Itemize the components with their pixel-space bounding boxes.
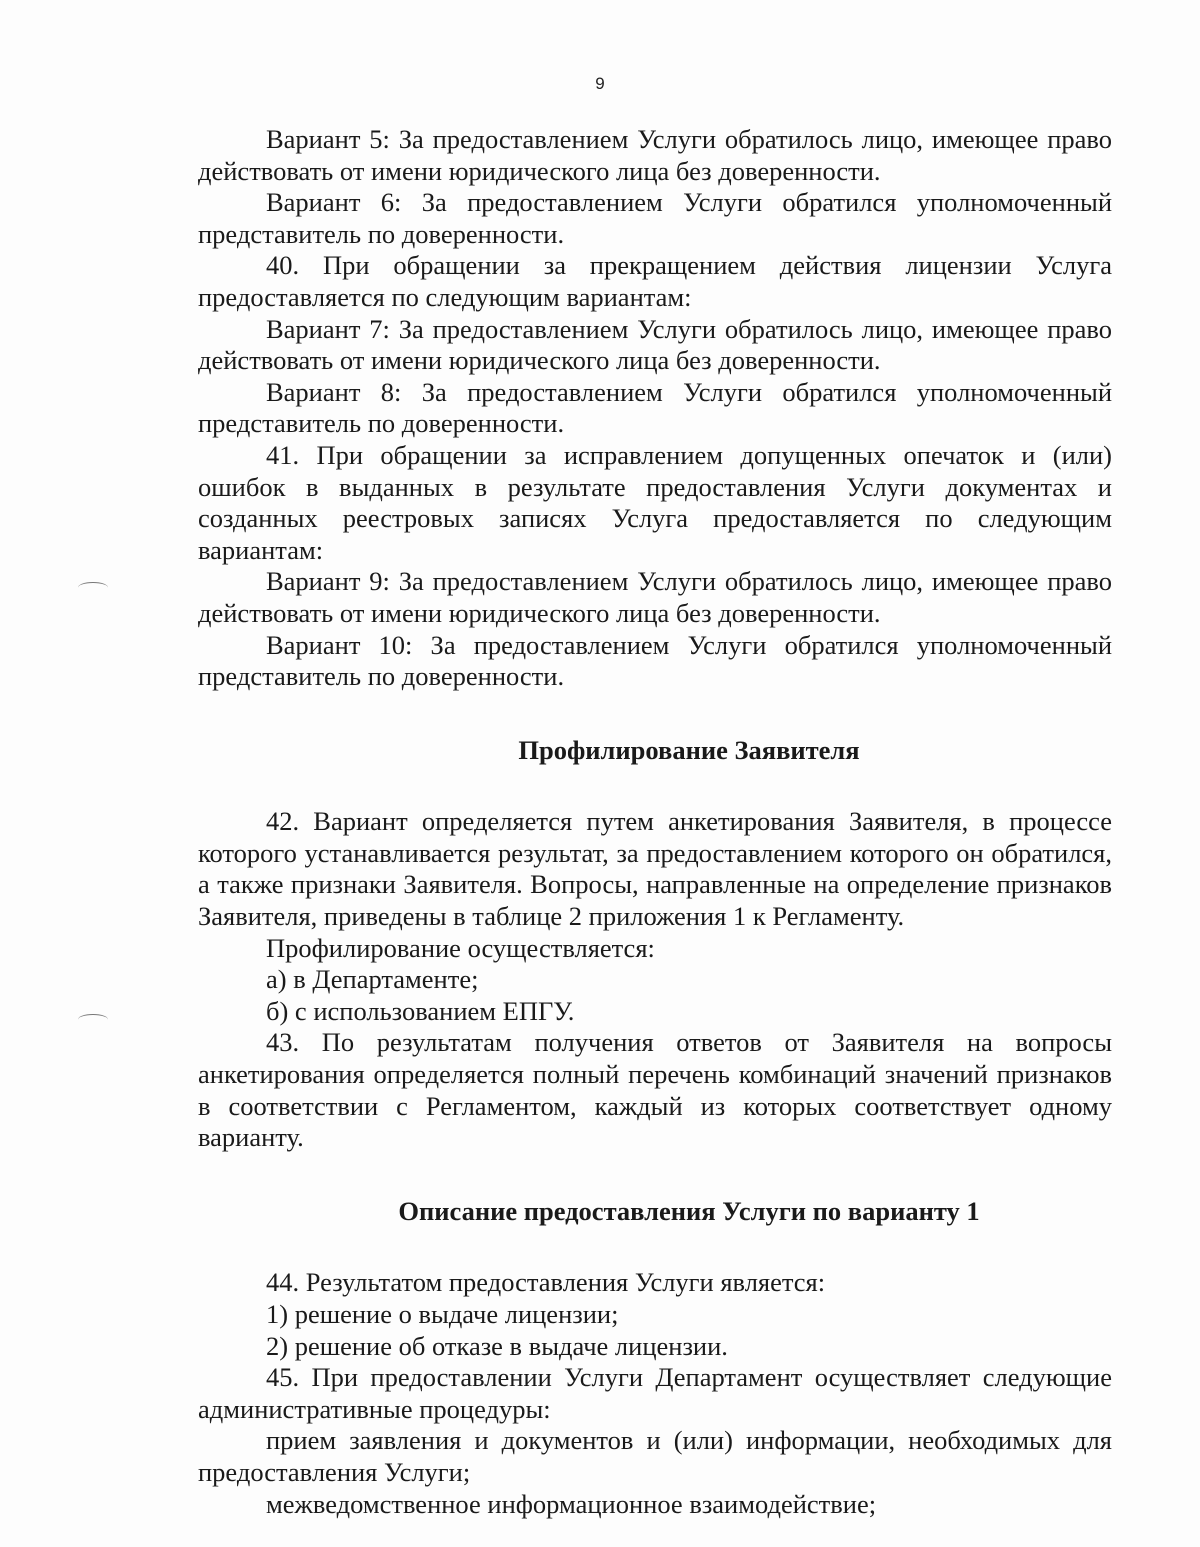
document-body bbox=[198, 124, 1112, 1520]
scan-artifact-mark bbox=[78, 1014, 108, 1025]
list-item-a: а) в Департаменте; bbox=[266, 964, 479, 995]
list-item-2: 2) решение об отказе в выдаче лицензии. bbox=[266, 1330, 728, 1361]
spacer bbox=[198, 766, 1112, 806]
list-item-b: б) с использованием ЕПГУ. bbox=[266, 995, 575, 1026]
paragraph-variant-8: Вариант 8: За предоставлением Услуги обратился уполномоченный представитель по доверенности. bbox=[198, 376, 1112, 439]
paragraph-variant-6: Вариант 6: За предоставлением Услуги обратился уполномоченный представитель по доверенности. bbox=[198, 187, 1112, 249]
procedure-item-reception: прием заявления и документов и (или) информации, необходимых для предоставления Услуги; bbox=[198, 1425, 1112, 1487]
spacer bbox=[198, 693, 1112, 735]
paragraph-variant-7: Вариант 7: За предоставлением Услуги обратилось лицо, имеющее право действовать от имени юридического лица без доверенности. bbox=[198, 313, 1112, 376]
procedure-item-interagency: межведомственное информационное взаимодействие; bbox=[266, 1488, 877, 1519]
paragraph-44: 44. Результатом предоставления Услуги является: bbox=[266, 1267, 826, 1298]
paragraph-40: 40. При обращении за прекращением действия лицензии Услуга предоставляется по следующим вариантам: bbox=[198, 250, 1112, 312]
paragraph-profiling-intro: Профилирование осуществляется: bbox=[266, 932, 655, 963]
paragraph-variant-10: Вариант 10: За предоставлением Услуги обратился уполномоченный представитель по доверенности. bbox=[198, 629, 1112, 692]
scan-artifact-mark bbox=[78, 582, 108, 593]
paragraph-43: 43. По результатам получения ответов от Заявителя на вопросы анкетирования определяется полный перечень комбинаций значений признаков в соответствии с Регламентом, каждый из которых соответствует одному варианту. bbox=[198, 1027, 1112, 1153]
section-heading-profiling: Профилирование Заявителя bbox=[518, 734, 860, 765]
paragraph-41: 41. При обращении за исправлением допущенных опечаток и (или) ошибок в выданных в результате предоставления Услуги документах и созданных реестровых записях Услуга предоставляется по следующим вариантам: bbox=[198, 439, 1112, 565]
paragraph-42: 42. Вариант определяется путем анкетирования Заявителя, в процессе которого устанавливается результат, за предоставлением которого он обратился, а также признаки Заявителя. Вопросы, направленные на определение признаков Заявителя, приведены в таблице 2 приложения 1 к Регламенту. bbox=[198, 806, 1112, 932]
paragraph-45: 45. При предоставлении Услуги Департамент осуществляет следующие административные процедуры: bbox=[198, 1362, 1112, 1424]
page-number: 9 bbox=[595, 74, 605, 93]
paragraph-variant-5: Вариант 5: За предоставлением Услуги обратилось лицо, имеющее право действовать от имени юридического лица без доверенности. bbox=[198, 124, 1112, 186]
list-item-1: 1) решение о выдаче лицензии; bbox=[266, 1299, 619, 1329]
section-heading-variant-1: Описание предоставления Услуги по варианту 1 bbox=[398, 1195, 980, 1226]
spacer bbox=[198, 1154, 1112, 1196]
paragraph-variant-9: Вариант 9: За предоставлением Услуги обратилось лицо, имеющее право действовать от имени юридического лица без доверенности. bbox=[198, 566, 1112, 628]
spacer bbox=[198, 1227, 1112, 1267]
